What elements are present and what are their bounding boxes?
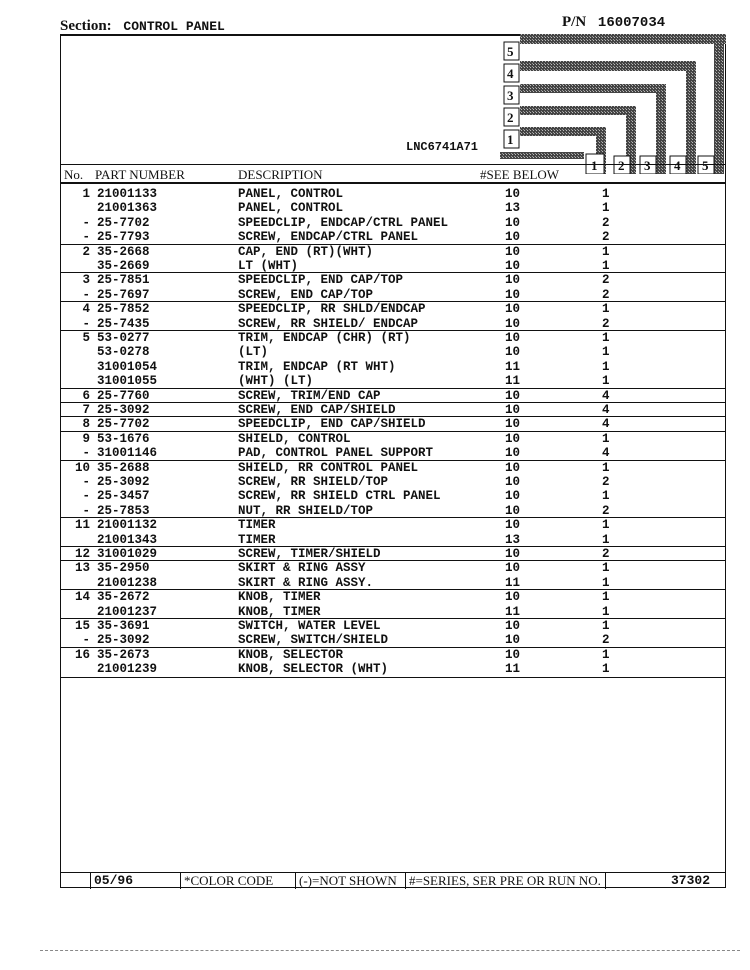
description: SHIELD, RR CONTROL PANEL xyxy=(238,460,419,475)
series: 10 xyxy=(505,431,521,446)
item-number: 4 xyxy=(82,302,90,317)
series-col-1: 1 xyxy=(591,158,598,173)
item-number: - xyxy=(82,503,90,518)
part-number: 35-2688 xyxy=(97,460,150,475)
series-col-5: 5 xyxy=(702,158,709,173)
series: 10 xyxy=(505,417,521,432)
header-rule-top xyxy=(60,164,726,165)
quantity: 1 xyxy=(602,244,610,259)
part-number: 25-7702 xyxy=(97,417,150,432)
table-row xyxy=(0,517,750,531)
pn-label: P/N xyxy=(562,14,587,30)
table-row xyxy=(0,316,750,330)
part-number: 25-3092 xyxy=(97,403,150,417)
table-row xyxy=(0,661,750,675)
series: 10 xyxy=(505,619,521,633)
item-number: - xyxy=(82,446,90,461)
description: PANEL, CONTROL xyxy=(238,201,344,216)
item-number: 3 xyxy=(82,273,90,288)
part-number: 25-7853 xyxy=(97,503,150,518)
table-row xyxy=(0,229,750,243)
description: KNOB, SELECTOR (WHT) xyxy=(238,662,389,677)
series-step-lines xyxy=(500,34,726,174)
series-col-2: 2 xyxy=(618,158,625,173)
description: SCREW, RR SHIELD/ ENDCAP xyxy=(238,316,419,331)
description: SPEEDCLIP, RR SHLD/ENDCAP xyxy=(238,302,426,317)
quantity: 1 xyxy=(602,431,610,446)
description: SHIELD, CONTROL xyxy=(238,431,351,446)
table-row xyxy=(0,445,750,459)
part-number: 25-7793 xyxy=(97,230,150,245)
part-number: 21001239 xyxy=(97,662,158,677)
table-row xyxy=(0,546,750,560)
quantity: 1 xyxy=(602,302,610,317)
table-row xyxy=(0,244,750,258)
item-number: - xyxy=(82,316,90,331)
part-number: 53-1676 xyxy=(97,431,150,446)
section-value: CONTROL PANEL xyxy=(123,19,225,34)
series: 10 xyxy=(505,518,521,533)
table-row xyxy=(0,186,750,200)
part-number: 35-3691 xyxy=(97,619,150,633)
series: 10 xyxy=(505,316,521,331)
part-number: 25-7702 xyxy=(97,215,150,230)
series: 10 xyxy=(505,489,521,504)
row-divider xyxy=(60,589,726,590)
row-divider xyxy=(60,546,726,547)
description: SCREW, RR SHIELD/TOP xyxy=(238,475,389,489)
pn-value: 16007034 xyxy=(597,15,666,31)
quantity: 1 xyxy=(602,532,610,547)
series: 10 xyxy=(505,388,521,403)
item-number: 11 xyxy=(74,518,90,533)
quantity: 1 xyxy=(602,331,610,345)
table-row xyxy=(0,272,750,286)
table-row xyxy=(0,200,750,214)
series: 10 xyxy=(505,345,521,360)
series: 10 xyxy=(505,244,521,259)
series: 10 xyxy=(505,590,521,605)
footer-series-note: #=SERIES, SER PRE OR RUN NO. xyxy=(405,873,605,889)
model-number: LNC6741A71 xyxy=(406,140,479,154)
series: 10 xyxy=(505,633,521,648)
item-number: 15 xyxy=(74,619,90,633)
item-number: 5 xyxy=(82,331,90,345)
quantity: 1 xyxy=(602,662,610,677)
part-number: 31001146 xyxy=(97,446,158,461)
part-number: 21001133 xyxy=(97,187,158,201)
item-number: 10 xyxy=(74,460,90,475)
series: 10 xyxy=(505,460,521,475)
series: 11 xyxy=(505,359,521,374)
section-label: Section: xyxy=(60,18,112,34)
part-number: 35-2950 xyxy=(97,561,150,576)
footer-color-code: *COLOR CODE xyxy=(180,873,295,889)
col-header-no: No. xyxy=(64,167,84,182)
series: 10 xyxy=(505,403,521,417)
table-row xyxy=(0,402,750,416)
quantity: 1 xyxy=(602,359,610,374)
part-number: 53-0278 xyxy=(97,345,150,360)
part-number: 25-7760 xyxy=(97,388,150,403)
quantity: 1 xyxy=(602,460,610,475)
item-number: - xyxy=(82,287,90,302)
footer-date: 05/96 xyxy=(90,873,180,889)
series: 10 xyxy=(505,259,521,273)
quantity: 1 xyxy=(602,201,610,216)
quantity: 1 xyxy=(602,489,610,504)
table-row xyxy=(0,287,750,301)
quantity: 4 xyxy=(602,403,610,417)
quantity: 4 xyxy=(602,417,610,432)
quantity: 1 xyxy=(602,345,610,360)
series: 10 xyxy=(505,647,521,662)
part-number: 53-0277 xyxy=(97,331,150,345)
quantity: 1 xyxy=(602,187,610,201)
description: SCREW, RR SHIELD CTRL PANEL xyxy=(238,489,441,504)
item-number: 7 xyxy=(82,403,90,417)
series: 10 xyxy=(505,331,521,345)
series-key-graphic xyxy=(500,34,726,174)
row-divider xyxy=(60,431,726,432)
series: 10 xyxy=(505,561,521,576)
series-box-2: 2 xyxy=(507,110,514,125)
description: (LT) xyxy=(238,345,269,360)
quantity: 2 xyxy=(602,503,610,518)
quantity: 4 xyxy=(602,446,610,461)
table-row xyxy=(0,618,750,632)
table-row xyxy=(0,632,750,646)
series: 10 xyxy=(505,215,521,230)
table-row xyxy=(0,258,750,272)
quantity: 2 xyxy=(602,316,610,331)
table-row xyxy=(0,344,750,358)
table-row xyxy=(0,503,750,517)
quantity: 1 xyxy=(602,561,610,576)
description: SCREW, TRIM/END CAP xyxy=(238,388,381,403)
quantity: 4 xyxy=(602,388,610,403)
part-number: 35-2668 xyxy=(97,244,150,259)
series: 13 xyxy=(505,201,521,216)
table-row xyxy=(0,647,750,661)
item-number: 9 xyxy=(82,431,90,446)
description: SCREW, END CAP/SHIELD xyxy=(238,403,396,417)
quantity: 2 xyxy=(602,273,610,288)
item-number: - xyxy=(82,633,90,648)
series: 10 xyxy=(505,475,521,489)
quantity: 2 xyxy=(602,633,610,648)
series: 10 xyxy=(505,446,521,461)
part-number: 25-7852 xyxy=(97,302,150,317)
row-divider xyxy=(60,517,726,518)
description: SCREW, SWITCH/SHIELD xyxy=(238,633,389,648)
description: PAD, CONTROL PANEL SUPPORT xyxy=(238,446,434,461)
table-row xyxy=(0,359,750,373)
table-row xyxy=(0,589,750,603)
series: 10 xyxy=(505,503,521,518)
table-row xyxy=(0,215,750,229)
item-number: - xyxy=(82,230,90,245)
table-row xyxy=(0,560,750,574)
quantity: 1 xyxy=(602,604,610,619)
series-box-3: 3 xyxy=(507,88,514,103)
description: KNOB, TIMER xyxy=(238,604,321,619)
item-number: 2 xyxy=(82,244,90,259)
table-row xyxy=(0,388,750,402)
part-number: 25-3457 xyxy=(97,489,150,504)
part-number: 25-7851 xyxy=(97,273,150,288)
quantity: 1 xyxy=(602,518,610,533)
table-row xyxy=(0,460,750,474)
quantity: 1 xyxy=(602,590,610,605)
item-number: - xyxy=(82,475,90,489)
quantity: 2 xyxy=(602,215,610,230)
description: SWITCH, WATER LEVEL xyxy=(238,619,381,633)
table-row xyxy=(0,416,750,430)
description: (WHT) (LT) xyxy=(238,374,314,389)
series-box-5: 5 xyxy=(507,44,514,59)
list-end-rule xyxy=(60,677,726,678)
series: 10 xyxy=(505,187,521,201)
part-number: 21001363 xyxy=(97,201,158,216)
series: 11 xyxy=(505,575,521,590)
description: SPEEDCLIP, ENDCAP/CTRL PANEL xyxy=(238,215,449,230)
description: NUT, RR SHIELD/TOP xyxy=(238,503,374,518)
quantity: 2 xyxy=(602,475,610,489)
description: SPEEDCLIP, END CAP/SHIELD xyxy=(238,417,426,432)
page-bottom-edge xyxy=(40,950,740,951)
quantity: 1 xyxy=(602,374,610,389)
description: TRIM, ENDCAP (CHR) (RT) xyxy=(238,331,411,345)
description: TIMER xyxy=(238,532,276,547)
part-number: 21001343 xyxy=(97,532,158,547)
row-divider xyxy=(60,244,726,245)
table-row xyxy=(0,330,750,344)
series: 10 xyxy=(505,230,521,245)
table-row xyxy=(0,604,750,618)
series: 10 xyxy=(505,273,521,288)
series: 10 xyxy=(505,302,521,317)
table-row xyxy=(0,431,750,445)
description: SCREW, ENDCAP/CTRL PANEL xyxy=(238,230,419,245)
series-box-4: 4 xyxy=(507,66,514,81)
item-number: 1 xyxy=(82,187,90,201)
description: SKIRT & RING ASSY xyxy=(238,561,366,576)
part-number: 35-2672 xyxy=(97,590,150,605)
series: 11 xyxy=(505,662,521,677)
table-row xyxy=(0,301,750,315)
description: SPEEDCLIP, END CAP/TOP xyxy=(238,273,404,288)
col-header-description: DESCRIPTION xyxy=(238,167,323,182)
row-divider xyxy=(60,560,726,561)
description: TIMER xyxy=(238,518,276,533)
table-row xyxy=(0,488,750,502)
part-number: 35-2669 xyxy=(97,259,150,273)
description: SCREW, TIMER/SHIELD xyxy=(238,547,381,561)
part-number: 25-7697 xyxy=(97,287,150,302)
series-box-1: 1 xyxy=(507,132,514,147)
series: 11 xyxy=(505,604,521,619)
description: LT (WHT) xyxy=(238,259,299,273)
description: KNOB, SELECTOR xyxy=(238,647,344,662)
part-number: 31001055 xyxy=(97,374,158,389)
description: SCREW, END CAP/TOP xyxy=(238,287,374,302)
part-number: 21001238 xyxy=(97,575,158,590)
item-number: 14 xyxy=(74,590,90,605)
quantity: 1 xyxy=(602,259,610,273)
part-number-heading xyxy=(562,14,665,31)
table-row xyxy=(0,575,750,589)
quantity: 2 xyxy=(602,287,610,302)
description: TRIM, ENDCAP (RT WHT) xyxy=(238,359,396,374)
series: 11 xyxy=(505,374,521,389)
part-number: 31001029 xyxy=(97,547,158,561)
part-number: 31001054 xyxy=(97,359,158,374)
part-number: 21001237 xyxy=(97,604,158,619)
row-divider xyxy=(60,618,726,619)
item-number: 12 xyxy=(74,547,90,561)
part-number: 21001132 xyxy=(97,518,158,533)
quantity: 2 xyxy=(602,230,610,245)
item-number: - xyxy=(82,215,90,230)
description: PANEL, CONTROL xyxy=(238,187,344,201)
part-number: 25-3092 xyxy=(97,475,150,489)
footer-not-shown: (-)=NOT SHOWN xyxy=(295,873,405,889)
item-number: - xyxy=(82,489,90,504)
part-number: 25-3092 xyxy=(97,633,150,648)
series-col-4: 4 xyxy=(674,158,681,173)
table-row xyxy=(0,373,750,387)
description: SKIRT & RING ASSY. xyxy=(238,575,374,590)
footer-bar xyxy=(60,872,726,889)
col-header-part-number: PART NUMBER xyxy=(95,167,185,182)
quantity: 1 xyxy=(602,647,610,662)
series: 10 xyxy=(505,547,521,561)
item-number: 8 xyxy=(82,417,90,432)
part-number: 25-7435 xyxy=(97,316,150,331)
item-number: 13 xyxy=(74,561,90,576)
section-heading xyxy=(60,18,225,35)
series-col-3: 3 xyxy=(644,158,651,173)
header-rule-bottom xyxy=(60,182,726,184)
table-row xyxy=(0,532,750,546)
quantity: 1 xyxy=(602,619,610,633)
description: KNOB, TIMER xyxy=(238,590,321,605)
footer-page-code: 37302 xyxy=(671,873,711,888)
part-number: 35-2673 xyxy=(97,647,150,662)
row-divider xyxy=(60,388,726,389)
series: 13 xyxy=(505,532,521,547)
quantity: 2 xyxy=(602,547,610,561)
col-header-see-below: #SEE BELOW xyxy=(480,167,560,182)
quantity: 1 xyxy=(602,575,610,590)
table-row xyxy=(0,474,750,488)
description: CAP, END (RT)(WHT) xyxy=(238,244,374,259)
item-number: 6 xyxy=(82,388,90,403)
series: 10 xyxy=(505,287,521,302)
row-divider xyxy=(60,647,726,648)
item-number: 16 xyxy=(74,647,90,662)
